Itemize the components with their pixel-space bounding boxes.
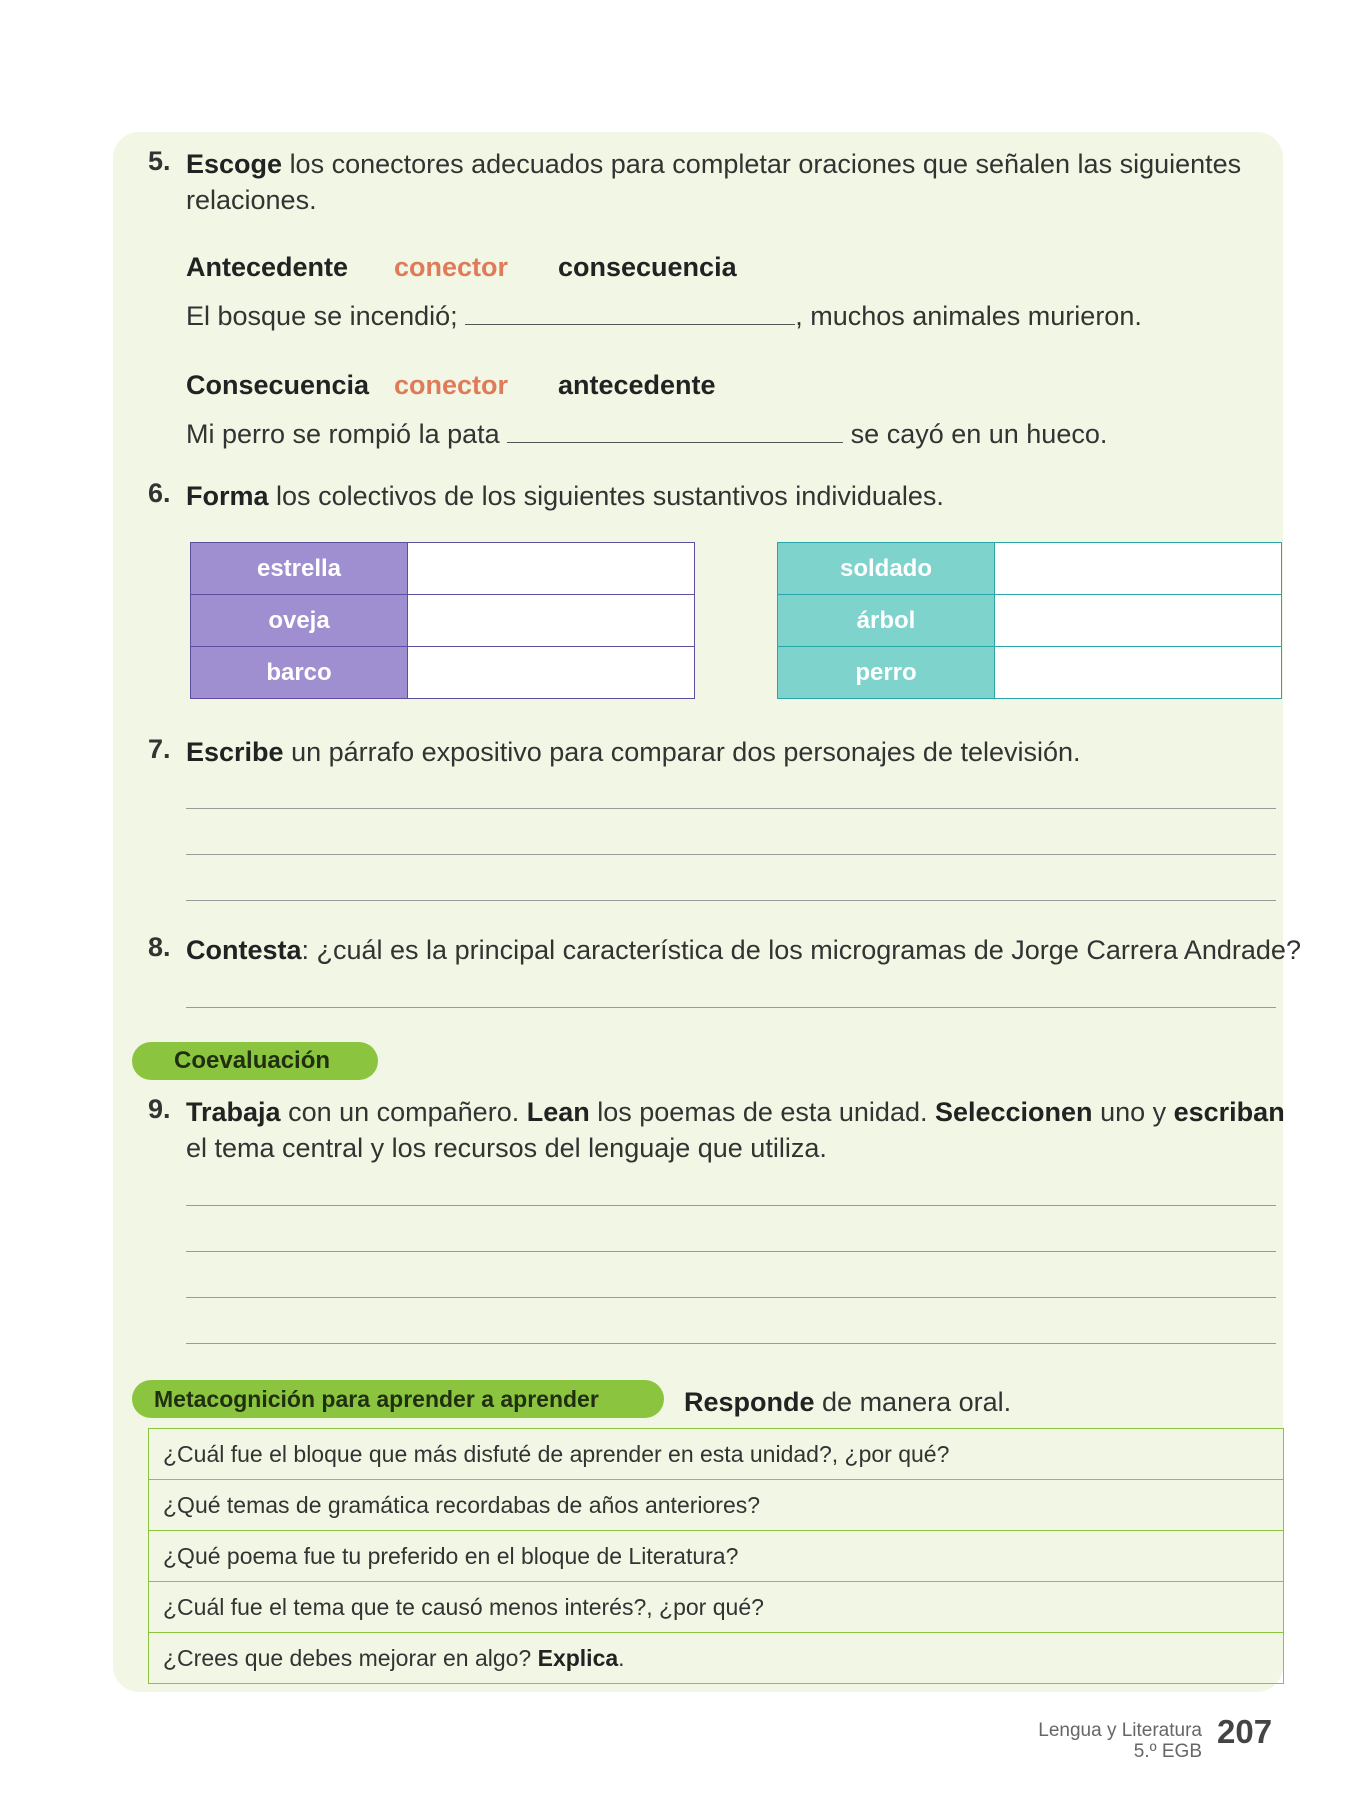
answer-cell[interactable] <box>995 543 1282 595</box>
answer-cell[interactable] <box>995 647 1282 699</box>
table-row <box>191 595 695 647</box>
answer-cell[interactable] <box>995 595 1282 647</box>
question-6-number: 6. <box>148 478 171 508</box>
table-row <box>149 1429 1284 1480</box>
question-6-verb: Forma <box>186 481 269 511</box>
table-row <box>191 647 695 699</box>
answer-line[interactable] <box>186 1251 1276 1252</box>
question-9-text-1: con un compañero. <box>280 1097 527 1127</box>
answer-line[interactable] <box>186 1007 1276 1008</box>
table-row <box>778 543 1282 595</box>
question-5-text <box>186 146 1246 218</box>
q5-sentence-2-start: Mi perro se rompió la pata <box>186 419 500 449</box>
question-8-instruction: : ¿cuál es la principal característica de los microgramas de Jorge Carrera Andrade? <box>301 935 1301 965</box>
noun-cell: oveja <box>191 595 408 647</box>
reflection-question: ¿Cuál fue el bloque que más disfuté de aprender en esta unidad?, ¿por qué? <box>149 1429 1284 1480</box>
question-8-text <box>186 932 1301 968</box>
q5-row2-header-consecuencia: Consecuencia <box>186 370 370 400</box>
question-7-number: 7. <box>148 734 171 764</box>
q5-blank-1[interactable] <box>465 323 795 325</box>
question-9-verb-escriban: escriban <box>1173 1097 1285 1127</box>
answer-line[interactable] <box>186 854 1276 855</box>
q5-row2-header-conector: conector <box>394 370 509 400</box>
footer-grade: 5.º EGB <box>1133 1741 1202 1762</box>
question-9-text-4: el tema central y los recursos del lenguaje que utiliza. <box>186 1133 827 1163</box>
reflection-question-text: ¿Crees que debes mejorar en algo? <box>163 1644 538 1671</box>
metacognicion-questions <box>148 1428 1284 1684</box>
table-row <box>778 647 1282 699</box>
coevaluacion-badge: Coevaluación <box>132 1042 378 1080</box>
q5-sentence-2-end: se cayó en un hueco. <box>850 419 1108 449</box>
reflection-question: ¿Cuál fue el tema que te causó menos interés?, ¿por qué? <box>149 1582 1284 1633</box>
question-5-instruction: los conectores adecuados para completar oraciones que señalen las siguientes relaciones. <box>186 149 1242 215</box>
footer-subject: Lengua y Literatura <box>1038 1720 1202 1741</box>
question-8-number: 8. <box>148 932 171 962</box>
question-9-verb-lean: Lean <box>526 1097 590 1127</box>
answer-cell[interactable] <box>408 595 695 647</box>
q5-sentence-1 <box>186 298 1142 334</box>
question-7-verb: Escribe <box>186 737 284 767</box>
question-8-verb: Contesta <box>186 935 302 965</box>
q5-row2-header-antecedente: antecedente <box>558 370 716 400</box>
answer-line[interactable] <box>186 1205 1276 1206</box>
question-9-text <box>186 1094 1286 1166</box>
question-6-text <box>186 478 1246 514</box>
metacognicion-verb: Responde <box>684 1387 815 1417</box>
collective-table-left <box>190 542 695 699</box>
q5-row1-header-conector: conector <box>394 252 509 282</box>
table-row <box>191 543 695 595</box>
answer-line[interactable] <box>186 1297 1276 1298</box>
table-row <box>149 1531 1284 1582</box>
q5-row1-header-antecedente: Antecedente <box>186 252 349 282</box>
noun-cell: estrella <box>191 543 408 595</box>
question-9-text-2: los poemas de esta unidad. <box>589 1097 935 1127</box>
q5-sentence-1-start: El bosque se incendió; <box>186 301 458 331</box>
q5-blank-2[interactable] <box>507 441 843 443</box>
reflection-question-end: . <box>618 1644 625 1671</box>
question-5-number: 5. <box>148 146 171 176</box>
question-9-number: 9. <box>148 1094 171 1124</box>
metacognicion-text: de manera oral. <box>814 1387 1012 1417</box>
question-7-instruction: un párrafo expositivo para comparar dos personajes de televisión. <box>291 737 1081 767</box>
q5-sentence-2 <box>186 416 1107 452</box>
reflection-question: ¿Qué temas de gramática recordabas de años anteriores? <box>149 1480 1284 1531</box>
metacognicion-badge: Metacognición para aprender a aprender <box>132 1380 664 1418</box>
table-row <box>149 1633 1284 1684</box>
answer-line[interactable] <box>186 900 1276 901</box>
answer-line[interactable] <box>186 808 1276 809</box>
noun-cell: soldado <box>778 543 995 595</box>
q5-sentence-1-end: , muchos animales murieron. <box>795 301 1142 331</box>
question-9-verb-trabaja: Trabaja <box>186 1097 281 1127</box>
answer-line[interactable] <box>186 1343 1276 1344</box>
answer-cell[interactable] <box>408 647 695 699</box>
question-7-text <box>186 734 1246 770</box>
q5-row1-header-consecuencia: consecuencia <box>558 252 737 282</box>
reflection-question-verb: Explica <box>537 1644 619 1671</box>
noun-cell: árbol <box>778 595 995 647</box>
table-row <box>149 1582 1284 1633</box>
table-row <box>149 1480 1284 1531</box>
collective-table-right <box>777 542 1282 699</box>
question-9-verb-seleccionen: Seleccionen <box>934 1097 1093 1127</box>
noun-cell: barco <box>191 647 408 699</box>
question-6-instruction: los colectivos de los siguientes sustantivos individuales. <box>276 481 944 511</box>
question-5-verb: Escoge <box>186 149 283 179</box>
metacognicion-instruction <box>684 1384 1011 1420</box>
reflection-question-last <box>149 1633 1284 1684</box>
answer-cell[interactable] <box>408 543 695 595</box>
reflection-question: ¿Qué poema fue tu preferido en el bloque de Literatura? <box>149 1531 1284 1582</box>
question-9-text-3: uno y <box>1092 1097 1174 1127</box>
page-number: 207 <box>1217 1713 1273 1750</box>
table-row <box>778 595 1282 647</box>
noun-cell: perro <box>778 647 995 699</box>
